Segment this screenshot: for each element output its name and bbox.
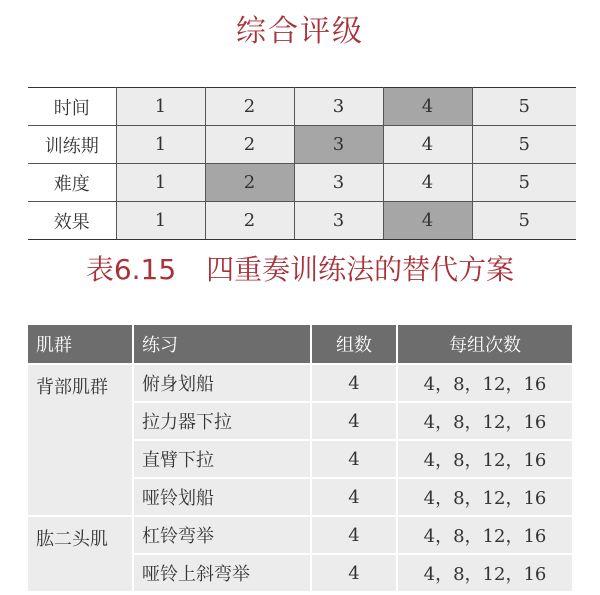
rating-cell: 1	[116, 126, 205, 164]
sets-cell: 4	[312, 477, 398, 515]
rating-cell: 4	[383, 126, 472, 164]
header-exercise: 练习	[134, 325, 312, 363]
exercise-cell: 拉力器下拉	[134, 401, 312, 439]
rating-row	[28, 88, 576, 126]
exercise-cell: 直臂下拉	[134, 439, 312, 477]
rating-cell: 4	[383, 164, 472, 202]
reps-cell: 4，8，12，16	[398, 401, 572, 439]
sets-cell: 4	[312, 363, 398, 401]
sets-cell: 4	[312, 515, 398, 553]
table-title	[0, 248, 600, 288]
sets-cell: 4	[312, 553, 398, 591]
exercise-cell: 哑铃上斜弯举	[134, 553, 312, 591]
rating-cell-selected: 3	[294, 126, 383, 164]
exercise-table	[28, 325, 572, 591]
reps-cell: 4，8，12，16	[398, 553, 572, 591]
table-row	[28, 515, 572, 553]
rating-cell: 3	[294, 202, 383, 240]
sets-cell: 4	[312, 401, 398, 439]
reps-cell: 4，8，12，16	[398, 363, 572, 401]
reps-cell: 4，8，12，16	[398, 515, 572, 553]
rating-cell-selected: 4	[383, 202, 472, 240]
muscle-group-cell: 背部肌群	[28, 363, 134, 515]
rating-row-label: 效果	[28, 202, 116, 240]
rating-cell: 5	[472, 202, 576, 240]
rating-cell: 5	[472, 164, 576, 202]
rating-cell: 3	[294, 164, 383, 202]
rating-row	[28, 164, 576, 202]
rating-cell: 2	[205, 88, 294, 126]
rating-cell: 1	[116, 88, 205, 126]
exercise-cell: 哑铃划船	[134, 477, 312, 515]
sets-cell: 4	[312, 439, 398, 477]
rating-cell: 5	[472, 88, 576, 126]
rating-cell-selected: 4	[383, 88, 472, 126]
header-reps: 每组次数	[398, 325, 572, 363]
rating-cell: 2	[205, 202, 294, 240]
rating-title: 综合评级	[236, 14, 364, 49]
table-row	[28, 363, 572, 401]
header-row	[28, 325, 572, 363]
rating-cell: 1	[116, 164, 205, 202]
rating-row-label: 训练期	[28, 126, 116, 164]
rating-row	[28, 202, 576, 240]
table-number: 表6.15	[85, 253, 177, 286]
rating-cell: 2	[205, 126, 294, 164]
rating-cell: 5	[472, 126, 576, 164]
muscle-group-cell: 肱二头肌	[28, 515, 134, 591]
header-sets: 组数	[312, 325, 398, 363]
rating-cell: 1	[116, 202, 205, 240]
rating-cell-selected: 2	[205, 164, 294, 202]
rating-table	[28, 87, 576, 240]
exercise-cell: 俯身划船	[134, 363, 312, 401]
header-group: 肌群	[28, 325, 134, 363]
rating-row	[28, 126, 576, 164]
rating-row-label: 时间	[28, 88, 116, 126]
exercise-cell: 杠铃弯举	[134, 515, 312, 553]
reps-cell: 4，8，12，16	[398, 477, 572, 515]
reps-cell: 4，8，12，16	[398, 439, 572, 477]
rating-cell: 3	[294, 88, 383, 126]
table-caption: 四重奏训练法的替代方案	[206, 253, 515, 286]
rating-row-label: 难度	[28, 164, 116, 202]
